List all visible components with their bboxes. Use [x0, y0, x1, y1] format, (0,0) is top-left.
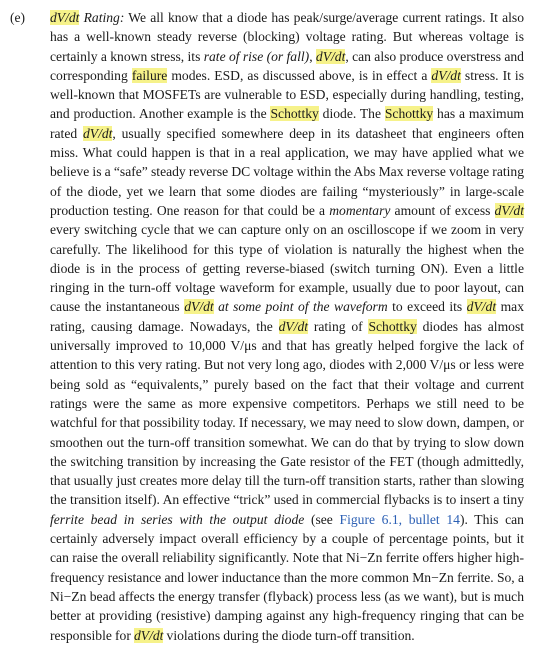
list-item-e	[10, 8, 524, 645]
text-run: , can also produce overstress and corresponding	[50, 48, 524, 83]
text-run: Rating:	[79, 10, 125, 25]
text-run: to exceed its	[387, 299, 467, 315]
text-run: ). This can certainly adversely impact overall efficiency by a couple of percentage points, but it can raise the overall reliability significantly. Note that Ni−Zn ferrite offers higher high-frequency resistance and lower inductance than the more common Mn−Zn ferrite. So, a Ni−Zn bead affects the energy transfer (flyback) process less (as we want), but is much better at providing (resistive) damping against any high-frequency ringing that can be responsible for	[50, 511, 524, 643]
item-marker: (e)	[10, 10, 26, 25]
highlighted-term: dV/dt	[278, 318, 309, 334]
text-run: , usually specified somewhere deep in its datasheet that engineers often miss. What could happen is that in a real application, we may have applied what we believe is a “safe” steady reverse DC voltage within the Abs Max reverse voltage rating of the diode, yet we learn that some diodes are failing “mysteriously” in large-scale production testing. One reason for that could be a	[50, 125, 524, 218]
paragraph-text	[50, 8, 524, 645]
highlighted-term: dV/dt	[431, 67, 461, 83]
text-run: violations during the diode turn-off transition.	[163, 627, 415, 643]
highlighted-term: Schottky	[384, 106, 434, 122]
text-run: has a maximum rated	[50, 106, 524, 141]
text-run: stress. It is well-known that MOSFETs are vulnerable to ESD, especially during handling, testing, and production. Another example is the	[50, 67, 524, 122]
highlighted-term: Schottky	[270, 106, 319, 122]
text-run: every switching cycle that we can capture only on an oscilloscope if we zoom in very carefully. The likelihood for this type of violation is naturally the highest when the diode is in the process of getting reverse-biased (switch turning ON). Even a little ringing in the turn-off voltage waveform for example, usually due to poor layout, can cause the instantaneous	[50, 222, 524, 315]
highlighted-term: dV/dt	[494, 202, 524, 218]
text-run: rate of rise (or fall)	[203, 48, 310, 64]
text-run: diode. The	[318, 106, 385, 122]
text-run: momentary	[329, 202, 391, 218]
text-run: modes. ESD, as discussed above, is in effect a	[167, 67, 432, 83]
figure-reference-link[interactable]: Figure 6.1, bullet 14	[339, 511, 460, 527]
text-run: diodes has almost universally improved to 10,000 V/μs and that has greatly helped forgive the lack of attention to this very rating. But not very long ago, diodes with 2,000 V/μs or less were being sold as “equivalents,” purely based on the fact that their voltage and current ratings were the same as more expensive competitors. Perhaps we still need to be watchful for that possibility today. If necessary, we may need to slow down, dampen, or smoothen out the turn-off transition somewhat. We can do that by trying to slow down the switching transition by increasing the Gate resistor of the FET (though admittedly, that usually just creates more delay till the turn-off transition starts, rather than slowing the transition itself). An effective “trick” used in commercial flybacks is to insert a tiny	[50, 318, 525, 508]
highlighted-term: dV/dt	[184, 299, 214, 315]
text-run: We all know that a diode has peak/surge/average current ratings. It also has a well-known steady reverse (blocking) voltage rating. But whereas voltage is certainly a known stress, its	[50, 10, 524, 64]
highlighted-term: failure	[131, 67, 168, 83]
highlighted-term: dV/dt	[466, 299, 497, 315]
text-run: rating of	[308, 318, 369, 334]
text-run: ,	[309, 48, 316, 64]
highlighted-term: dV/dt	[133, 627, 164, 643]
highlighted-term: dV/dt	[50, 10, 80, 25]
text-run: (see	[304, 511, 340, 527]
highlighted-term: dV/dt	[82, 125, 113, 141]
text-run: at some point of the waveform	[213, 299, 388, 315]
text-run: amount of excess	[390, 202, 495, 218]
highlighted-term: Schottky	[368, 318, 417, 334]
text-run: max rating, causing damage. Nowadays, the	[50, 299, 524, 334]
highlighted-term: dV/dt	[315, 48, 346, 64]
text-run: ferrite bead in series with the output diode	[50, 511, 305, 527]
